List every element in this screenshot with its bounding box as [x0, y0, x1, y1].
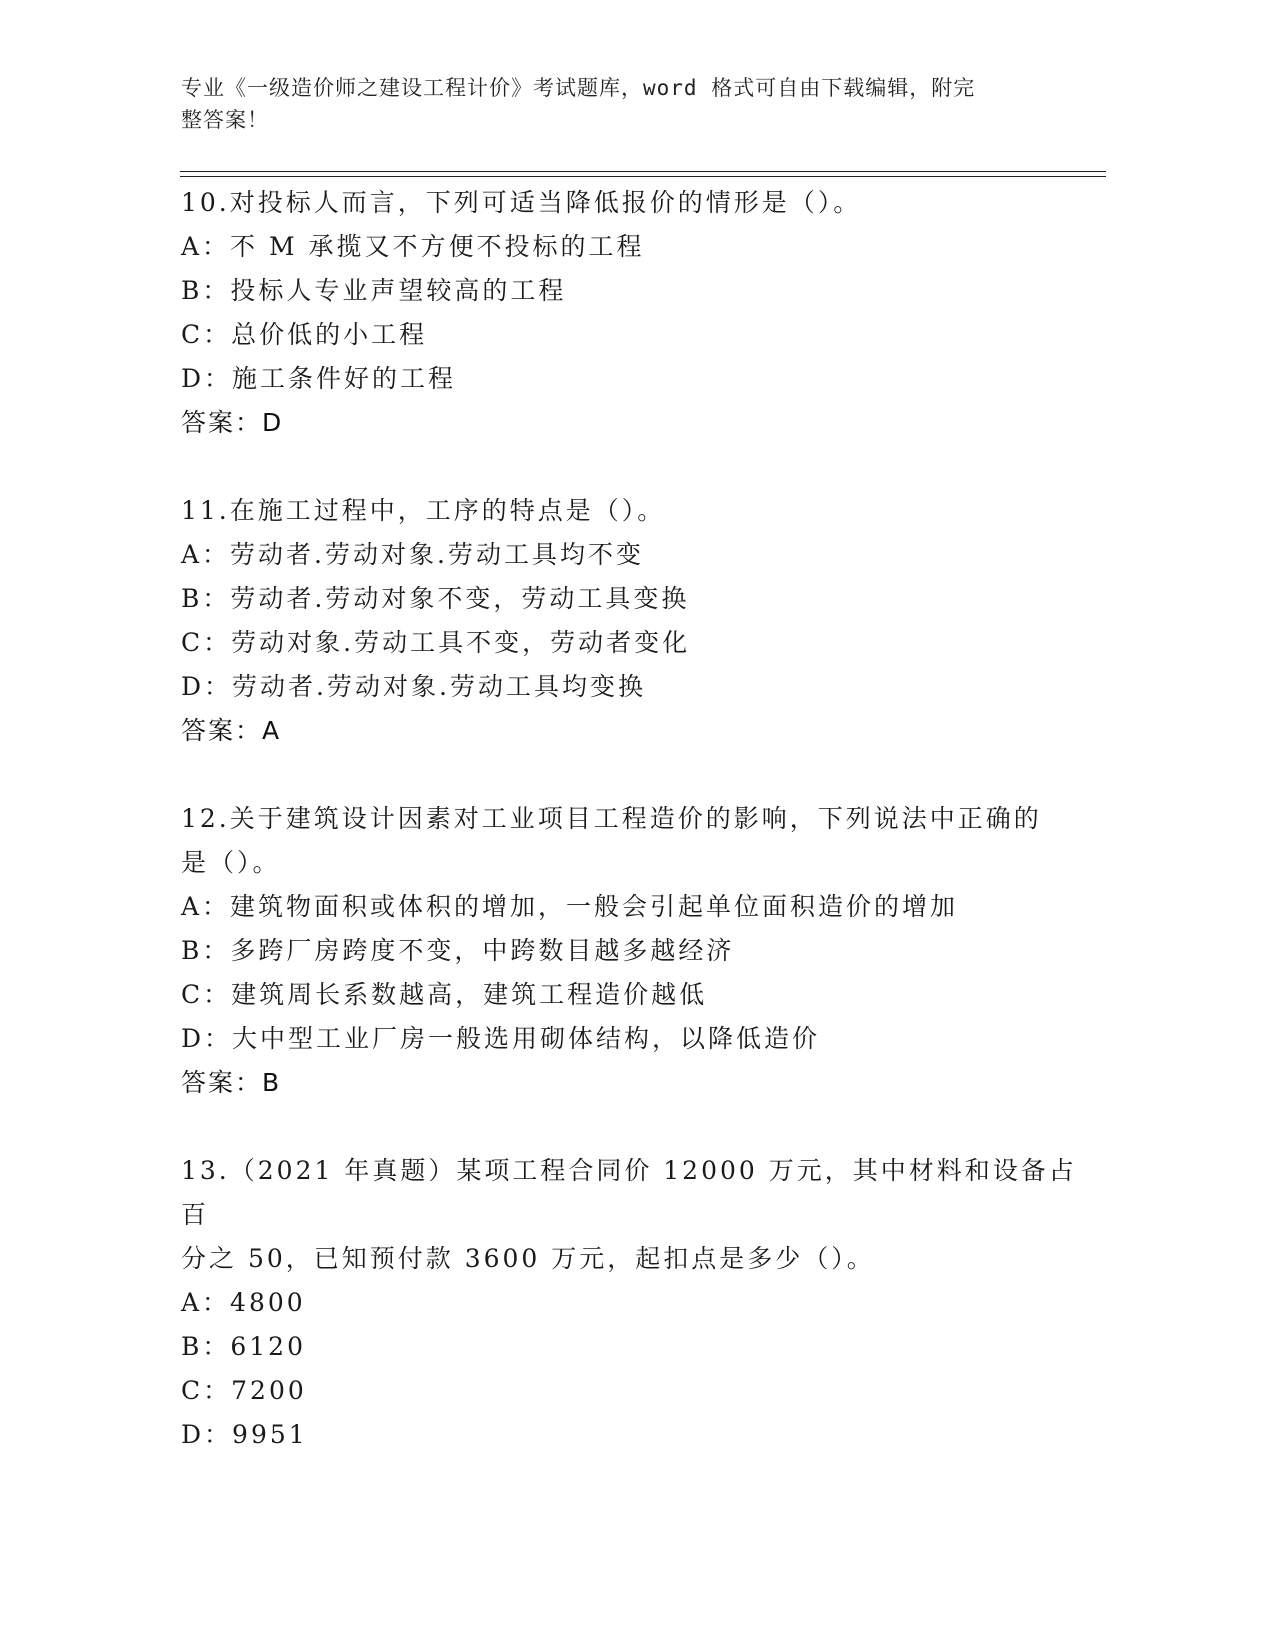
header-divider-bottom — [180, 176, 1106, 177]
question-stem-continued: 是（）。 — [181, 848, 281, 877]
question-12 — [181, 797, 1081, 1105]
question-stem-continued: 分之 50，已知预付款 3600 万元，起扣点是多少（）。 — [181, 1244, 875, 1273]
answer-label: 答案：B — [181, 1068, 282, 1097]
option-b: B：6120 — [181, 1332, 306, 1361]
option-a: A：不 M 承揽又不方便不投标的工程 — [181, 232, 645, 261]
header-note-line-1: 专业《一级造价师之建设工程计价》考试题库，word 格式可自由下载编辑，附完 — [181, 76, 976, 100]
option-b: B：投标人专业声望较高的工程 — [181, 276, 567, 305]
option-a: A：劳动者.劳动对象.劳动工具均不变 — [181, 540, 644, 569]
option-c: C：总价低的小工程 — [181, 320, 428, 349]
question-gap — [181, 445, 1081, 489]
header-divider-top — [180, 171, 1106, 172]
question-11 — [181, 489, 1081, 753]
question-stem: 11.在施工过程中，工序的特点是（）。 — [181, 496, 666, 525]
question-stem: 10.对投标人而言，下列可适当降低报价的情形是（）。 — [181, 188, 862, 217]
option-c: C：7200 — [181, 1376, 307, 1405]
option-b: B：劳动者.劳动对象不变，劳动工具变换 — [181, 584, 690, 613]
option-d: D：劳动者.劳动对象.劳动工具均变换 — [181, 672, 646, 701]
question-list — [181, 181, 1081, 1457]
question-stem: 12.关于建筑设计因素对工业项目工程造价的影响，下列说法中正确的 — [181, 804, 1042, 833]
header-note — [181, 72, 1031, 136]
question-13 — [181, 1149, 1081, 1457]
option-a: A：4800 — [181, 1288, 306, 1317]
option-c: C：劳动对象.劳动工具不变，劳动者变化 — [181, 628, 691, 657]
option-c: C：建筑周长系数越高，建筑工程造价越低 — [181, 980, 708, 1009]
question-gap — [181, 753, 1081, 797]
option-a: A：建筑物面积或体积的增加，一般会引起单位面积造价的增加 — [181, 892, 959, 921]
answer-label: 答案：D — [181, 408, 284, 437]
question-gap — [181, 1105, 1081, 1149]
option-d: D：9951 — [181, 1420, 308, 1449]
header-note-line-2: 整答案！ — [181, 108, 269, 132]
option-b: B：多跨厂房跨度不变，中跨数目越多越经济 — [181, 936, 735, 965]
answer-label: 答案：A — [181, 716, 282, 745]
option-d: D：大中型工业厂房一般选用砌体结构，以降低造价 — [181, 1024, 821, 1053]
option-d: D：施工条件好的工程 — [181, 364, 457, 393]
question-10 — [181, 181, 1081, 445]
question-stem: 13.（2021 年真题）某项工程合同价 12000 万元，其中材料和设备占百 — [181, 1156, 1077, 1229]
